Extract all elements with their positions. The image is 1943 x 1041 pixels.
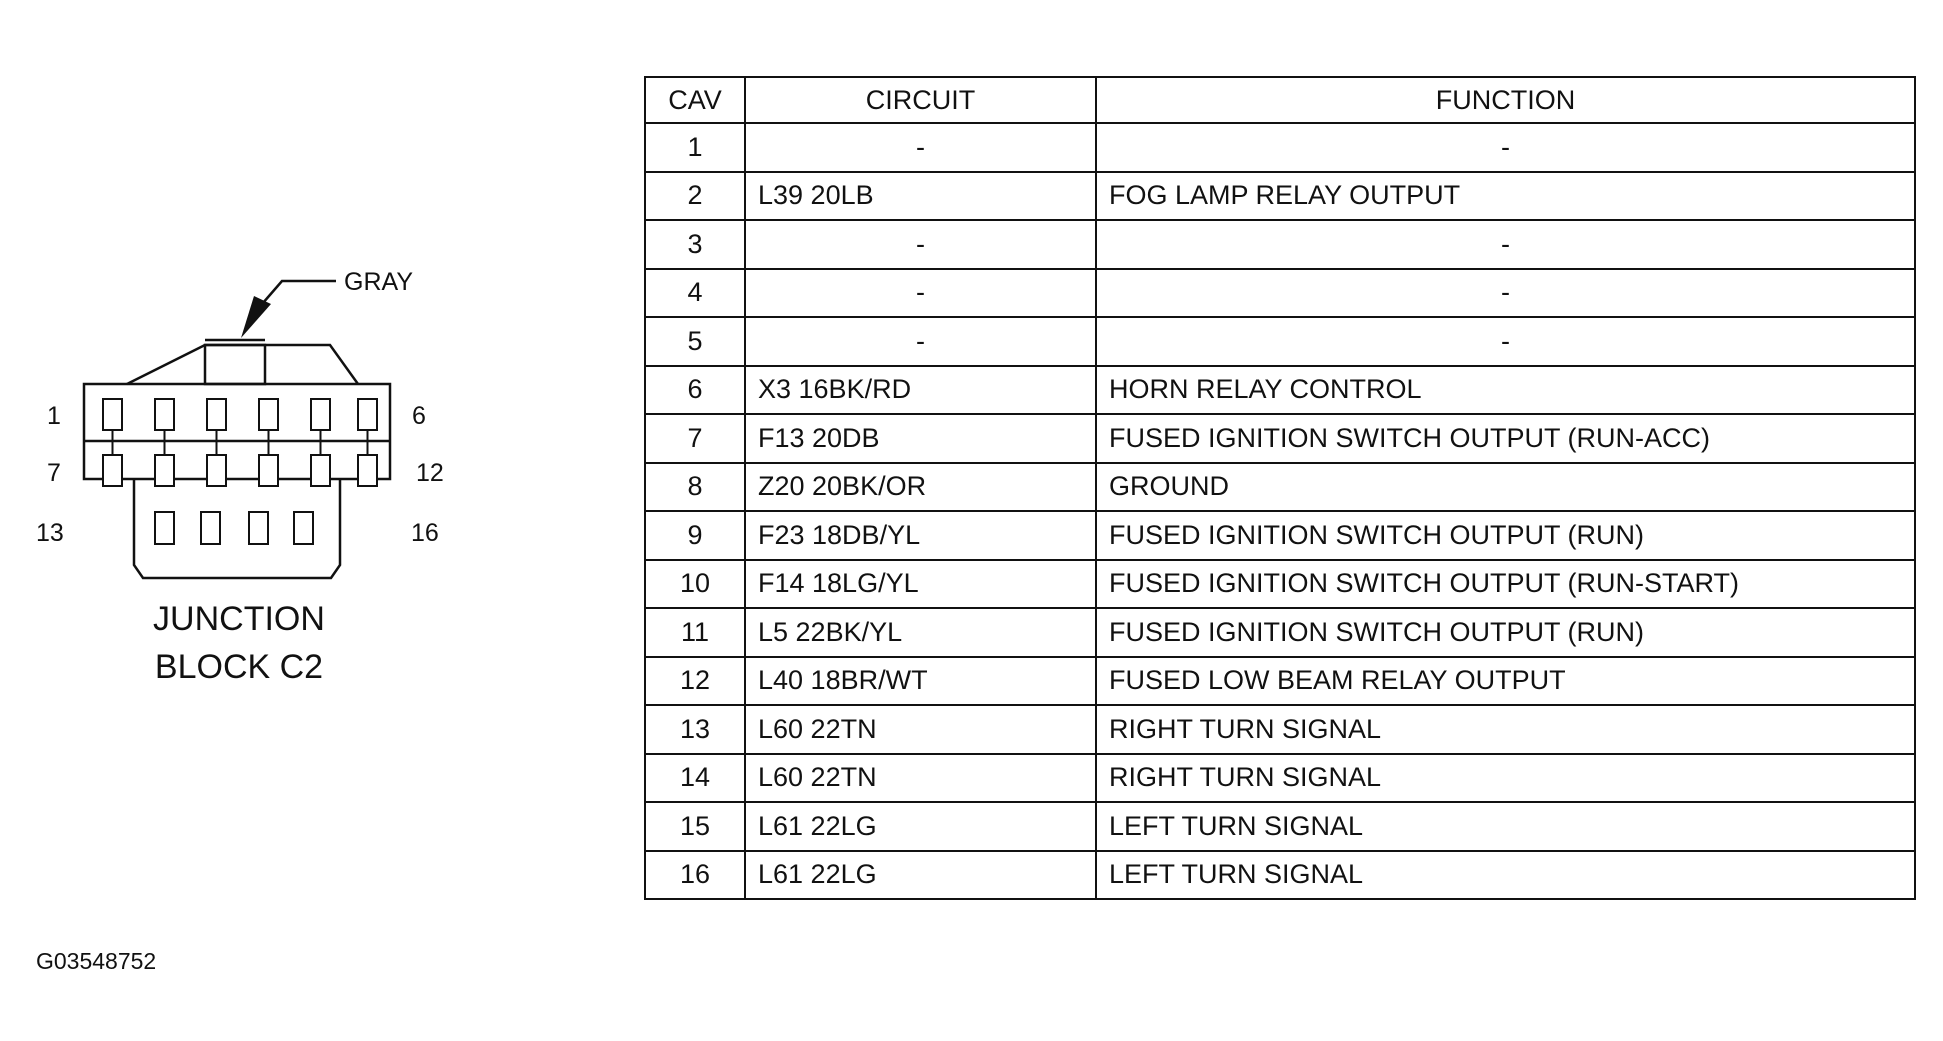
table-row [645, 172, 1915, 221]
function-cell: LEFT TURN SIGNAL [1096, 851, 1915, 900]
header-circuit: CIRCUIT [745, 77, 1096, 123]
circuit-cell: F14 18LG/YL [745, 560, 1096, 609]
function-cell: HORN RELAY CONTROL [1096, 366, 1915, 415]
cav-cell: 5 [645, 317, 745, 366]
circuit-cell: L60 22TN [745, 705, 1096, 754]
function-cell: LEFT TURN SIGNAL [1096, 802, 1915, 851]
connector-latch [127, 345, 358, 384]
function-cell: - [1096, 317, 1915, 366]
cavity [207, 399, 226, 430]
cavity-label-bottom-left: 13 [36, 519, 64, 547]
function-cell: - [1096, 220, 1915, 269]
circuit-cell: L61 22LG [745, 851, 1096, 900]
cavity [311, 455, 330, 486]
cavity [155, 455, 174, 486]
table-row [645, 511, 1915, 560]
function-cell: GROUND [1096, 463, 1915, 512]
cavity [207, 455, 226, 486]
cav-cell: 10 [645, 560, 745, 609]
function-cell: FUSED IGNITION SWITCH OUTPUT (RUN) [1096, 511, 1915, 560]
table-row [645, 269, 1915, 318]
cav-cell: 16 [645, 851, 745, 900]
table-row [645, 560, 1915, 609]
table-row [645, 754, 1915, 803]
cav-cell: 8 [645, 463, 745, 512]
table-row [645, 657, 1915, 706]
function-cell: FUSED LOW BEAM RELAY OUTPUT [1096, 657, 1915, 706]
cavity [259, 399, 278, 430]
function-cell: - [1096, 269, 1915, 318]
cavity-label-top-left: 1 [47, 402, 61, 430]
circuit-cell: L40 18BR/WT [745, 657, 1096, 706]
cavity [201, 512, 220, 544]
header-cav: CAV [645, 77, 745, 123]
circuit-cell: - [745, 317, 1096, 366]
cav-cell: 9 [645, 511, 745, 560]
cavity [103, 455, 122, 486]
circuit-cell: L60 22TN [745, 754, 1096, 803]
function-cell: FOG LAMP RELAY OUTPUT [1096, 172, 1915, 221]
cavity [358, 455, 377, 486]
cavity [311, 399, 330, 430]
function-cell: FUSED IGNITION SWITCH OUTPUT (RUN) [1096, 608, 1915, 657]
function-cell: RIGHT TURN SIGNAL [1096, 705, 1915, 754]
cavity [155, 512, 174, 544]
table-row [645, 317, 1915, 366]
cavity-label-bottom-right: 16 [411, 519, 439, 547]
circuit-cell: L61 22LG [745, 802, 1096, 851]
table-row [645, 463, 1915, 512]
function-cell: FUSED IGNITION SWITCH OUTPUT (RUN-ACC) [1096, 414, 1915, 463]
table-row [645, 414, 1915, 463]
table-row [645, 851, 1915, 900]
cavity [358, 399, 377, 430]
function-cell: RIGHT TURN SIGNAL [1096, 754, 1915, 803]
cav-cell: 13 [645, 705, 745, 754]
cavity-label-top-right: 6 [412, 402, 426, 430]
cavity-label-middle-right: 12 [416, 459, 444, 487]
table-header-row [645, 77, 1915, 123]
header-function: FUNCTION [1096, 77, 1915, 123]
cavity [294, 512, 313, 544]
cavity [103, 399, 122, 430]
circuit-cell: F13 20DB [745, 414, 1096, 463]
cav-cell: 12 [645, 657, 745, 706]
circuit-cell: - [745, 220, 1096, 269]
function-cell: - [1096, 123, 1915, 172]
function-cell: FUSED IGNITION SWITCH OUTPUT (RUN-START) [1096, 560, 1915, 609]
cav-cell: 14 [645, 754, 745, 803]
circuit-cell: F23 18DB/YL [745, 511, 1096, 560]
cav-cell: 4 [645, 269, 745, 318]
connector-color-label: GRAY [344, 268, 413, 296]
cav-cell: 1 [645, 123, 745, 172]
connector-latch-tab [205, 345, 265, 384]
pinout-table [644, 76, 1916, 900]
table-row [645, 608, 1915, 657]
circuit-cell: L39 20LB [745, 172, 1096, 221]
circuit-cell: X3 16BK/RD [745, 366, 1096, 415]
table-row [645, 802, 1915, 851]
connector-title-line2: BLOCK C2 [154, 648, 324, 686]
circuit-cell: L5 22BK/YL [745, 608, 1096, 657]
cav-cell: 7 [645, 414, 745, 463]
table-row [645, 366, 1915, 415]
cavity [259, 455, 278, 486]
connector-cavities [103, 399, 377, 544]
cavity [155, 399, 174, 430]
connector-diagram [0, 0, 640, 720]
table-row [645, 220, 1915, 269]
figure-id: G03548752 [36, 948, 157, 974]
gray-arrow [241, 281, 336, 338]
circuit-cell: - [745, 123, 1096, 172]
circuit-cell: Z20 20BK/OR [745, 463, 1096, 512]
table-row [645, 705, 1915, 754]
cavity-label-middle-left: 7 [47, 459, 61, 487]
connector-housing-upper [84, 384, 390, 479]
circuit-cell: - [745, 269, 1096, 318]
table-row [645, 123, 1915, 172]
cav-cell: 11 [645, 608, 745, 657]
cav-cell: 15 [645, 802, 745, 851]
cav-cell: 3 [645, 220, 745, 269]
cav-cell: 6 [645, 366, 745, 415]
cav-cell: 2 [645, 172, 745, 221]
cavity [249, 512, 268, 544]
connector-title-line1: JUNCTION [153, 600, 325, 638]
